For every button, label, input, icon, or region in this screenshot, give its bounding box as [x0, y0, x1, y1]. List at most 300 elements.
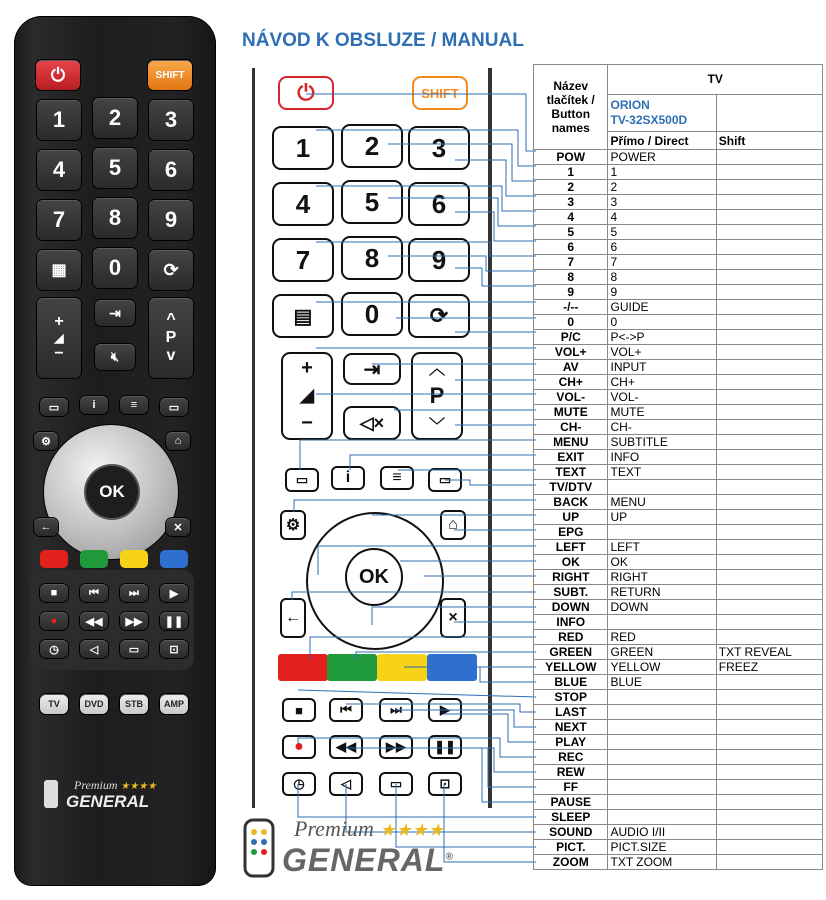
table-row [534, 360, 823, 375]
direct-function-cell: 3 [608, 195, 716, 210]
button-name-cell: YELLOW [534, 660, 608, 675]
shift-function-cell [716, 780, 822, 795]
table-row [534, 855, 823, 870]
shift-function-cell [716, 300, 822, 315]
photo-key-7: 7 [37, 200, 81, 240]
direct-function-cell: GUIDE [608, 300, 716, 315]
drawing-mute-key [343, 406, 401, 440]
button-mapping-table [533, 64, 823, 870]
table-row [534, 225, 823, 240]
clock-icon: ◷ [49, 643, 59, 656]
clock-icon: ◷ [293, 776, 305, 791]
table-row [534, 720, 823, 735]
header-direct: Přímo / Direct [608, 132, 716, 150]
subtitle-icon: ▭ [48, 401, 60, 414]
photo-stop-key [40, 584, 68, 602]
drawing-back-key [280, 598, 306, 638]
photo-key-6: 6 [149, 150, 193, 190]
photo-home-key [166, 432, 190, 450]
drawing-exit-key [440, 598, 466, 638]
shift-function-cell [716, 255, 822, 270]
table-row [534, 765, 823, 780]
table-row [534, 615, 823, 630]
button-name-cell: 3 [534, 195, 608, 210]
button-name-cell: 0 [534, 315, 608, 330]
drawing-yellow-key [377, 654, 427, 681]
zoom-icon: ⊡ [169, 643, 179, 656]
shift-function-cell [716, 735, 822, 750]
direct-function-cell: VOL+ [608, 345, 716, 360]
shift-function-cell [716, 810, 822, 825]
drawing-vol-minus: − [301, 412, 313, 435]
direct-function-cell: SUBTITLE [608, 435, 716, 450]
remote-logo-icon [242, 818, 276, 878]
direct-function-cell [608, 735, 716, 750]
power-icon: ⏻ [297, 80, 315, 105]
fast-forward-icon: ▶▶ [125, 615, 143, 628]
model-empty-cell [716, 94, 822, 131]
direct-function-cell: LEFT [608, 540, 716, 555]
drawing-key-7: 7 [272, 238, 334, 282]
photo-key-4: 4 [37, 150, 81, 190]
photo-swap-key [149, 250, 193, 290]
shift-function-cell [716, 540, 822, 555]
table-row [534, 315, 823, 330]
photo-vol-plus: + [54, 313, 64, 330]
drawing-green-key [327, 654, 377, 681]
brand-premium: Premium ★★★★ [294, 816, 444, 841]
table-row [534, 375, 823, 390]
direct-function-cell [608, 795, 716, 810]
shift-function-cell [716, 390, 822, 405]
table-row [534, 780, 823, 795]
shift-function-cell [716, 435, 822, 450]
photo-key-1: 1 [37, 100, 81, 140]
direct-function-cell: RETURN [608, 585, 716, 600]
photo-key-8: 8 [93, 198, 137, 238]
photo-zoom-key [160, 640, 188, 658]
shift-function-cell: FREEZ [716, 660, 822, 675]
table-row [534, 240, 823, 255]
back-arrow-icon: ← [40, 521, 52, 533]
button-name-cell: GREEN [534, 645, 608, 660]
button-name-cell: FF [534, 780, 608, 795]
shift-function-cell [716, 525, 822, 540]
drawing-volume-rocker [281, 352, 333, 440]
model-brand: ORION [610, 97, 650, 112]
direct-function-cell: 6 [608, 240, 716, 255]
chevron-down-icon: ﹀ [428, 418, 445, 435]
shift-function-cell [716, 420, 822, 435]
drawing-guide-key [272, 294, 334, 338]
shift-function-cell [716, 825, 822, 840]
shift-function-cell [716, 195, 822, 210]
drawing-ch-p: P [429, 383, 445, 408]
pause-icon: ❚❚ [434, 739, 456, 754]
direct-function-cell [608, 780, 716, 795]
photo-brand-general: GENERAL [66, 792, 150, 811]
table-row [534, 600, 823, 615]
chevron-up-icon: ︿ [428, 361, 445, 378]
skip-back-icon: ⏮ [89, 586, 99, 599]
fast-forward-icon: ▶▶ [386, 739, 406, 754]
direct-function-cell: BLUE [608, 675, 716, 690]
photo-guide-key [37, 250, 81, 290]
photo-mute-key [95, 344, 135, 370]
drawing-rec-key [282, 735, 316, 759]
input-icon: ⇥ [109, 304, 121, 321]
shift-function-cell [716, 225, 822, 240]
shift-function-cell: TXT REVEAL [716, 645, 822, 660]
table-row [534, 330, 823, 345]
drawing-swap-key [408, 294, 470, 338]
shift-function-cell [716, 210, 822, 225]
drawing-power-button [278, 76, 334, 110]
table-row [534, 195, 823, 210]
shift-function-cell [716, 750, 822, 765]
table-row [534, 555, 823, 570]
button-name-cell: ZOOM [534, 855, 608, 870]
photo-power-button [36, 60, 80, 90]
direct-function-cell: AUDIO I/II [608, 825, 716, 840]
shift-function-cell [716, 480, 822, 495]
button-name-cell: SLEEP [534, 810, 608, 825]
button-name-cell: LAST [534, 705, 608, 720]
direct-function-cell: DOWN [608, 600, 716, 615]
photo-red-key [40, 550, 68, 568]
shift-function-cell [716, 345, 822, 360]
table-row [534, 345, 823, 360]
button-name-cell: CH+ [534, 375, 608, 390]
shift-function-cell [716, 705, 822, 720]
shift-function-cell [716, 285, 822, 300]
chevron-up-icon: ^ [166, 311, 176, 328]
model-number: TV-32SX500D [610, 112, 688, 127]
drawing-red-key [278, 654, 328, 681]
photo-key-5: 5 [93, 148, 137, 188]
drawing-gear-key [280, 510, 306, 540]
button-name-cell: TV/DTV [534, 480, 608, 495]
button-name-cell: 5 [534, 225, 608, 240]
table-row [534, 585, 823, 600]
home-icon: ⌂ [448, 516, 458, 533]
list-icon: ≡ [130, 399, 138, 411]
button-name-cell: EPG [534, 525, 608, 540]
button-name-cell: DOWN [534, 600, 608, 615]
table-row [534, 465, 823, 480]
direct-function-cell: MUTE [608, 405, 716, 420]
shift-function-cell [716, 585, 822, 600]
direct-function-cell [608, 480, 716, 495]
button-name-cell: PAUSE [534, 795, 608, 810]
drawing-key-5: 5 [341, 180, 403, 224]
direct-function-cell [608, 720, 716, 735]
record-icon: ● [294, 738, 304, 755]
drawing-key-4: 4 [272, 182, 334, 226]
table-row [534, 480, 823, 495]
button-name-cell: 2 [534, 180, 608, 195]
skip-forward-icon: ⏭ [390, 702, 402, 717]
button-name-cell: UP [534, 510, 608, 525]
direct-function-cell [608, 525, 716, 540]
button-name-cell: RED [534, 630, 608, 645]
play-icon: ▶ [169, 587, 179, 600]
drawing-stop-key [282, 698, 316, 722]
button-name-cell: BLUE [534, 675, 608, 690]
photo-exit-key [166, 518, 190, 536]
record-icon: ● [50, 615, 58, 627]
table-row [534, 270, 823, 285]
drawing-ok-button: OK [345, 548, 403, 606]
direct-function-cell [608, 615, 716, 630]
drawing-zoom-key [428, 772, 462, 796]
shift-function-cell [716, 720, 822, 735]
power-icon: ⏻ [50, 64, 66, 85]
button-name-cell: POW [534, 150, 608, 165]
back-arrow-icon: ← [285, 609, 301, 626]
drawing-right-rail [488, 68, 492, 808]
shift-function-cell [716, 375, 822, 390]
stop-icon: ■ [295, 702, 303, 718]
button-name-cell: TEXT [534, 465, 608, 480]
brand-general: GENERAL® [282, 842, 454, 878]
direct-function-cell [608, 705, 716, 720]
button-name-cell: 1 [534, 165, 608, 180]
direct-function-cell: PICT.SIZE [608, 840, 716, 855]
button-name-cell: -/-- [534, 300, 608, 315]
header-shift: Shift [716, 132, 822, 150]
page-title: NÁVOD K OBSLUZE / MANUAL [242, 30, 524, 51]
model-cell [608, 94, 716, 131]
header-device: TV [608, 65, 823, 95]
photo-ok-button: OK [86, 466, 138, 518]
table-row [534, 180, 823, 195]
button-name-cell: OK [534, 555, 608, 570]
photo-ch-p: P [165, 329, 177, 346]
photo-last-key [80, 584, 108, 602]
shift-function-cell [716, 600, 822, 615]
header-button-names: Název tlačítek / Button names [534, 65, 608, 150]
direct-function-cell: RIGHT [608, 570, 716, 585]
drawing-pause-key [428, 735, 462, 759]
direct-function-cell: RED [608, 630, 716, 645]
direct-function-cell: P<->P [608, 330, 716, 345]
shift-function-cell [716, 675, 822, 690]
close-icon: ✕ [173, 521, 183, 534]
photo-subtitle-key [40, 398, 68, 416]
skip-forward-icon: ⏭ [129, 586, 139, 599]
volume-wedge-icon: ◢ [54, 331, 64, 345]
shift-function-cell [716, 855, 822, 870]
shift-function-cell [716, 465, 822, 480]
table-row [534, 390, 823, 405]
photo-source-tv: TV [40, 694, 68, 714]
table-row [534, 255, 823, 270]
drawing-info-key: i [331, 466, 365, 490]
photo-yellow-key [120, 550, 148, 568]
photo-source-amp: AMP [160, 694, 188, 714]
direct-function-cell: 7 [608, 255, 716, 270]
direct-function-cell: 4 [608, 210, 716, 225]
table-row [534, 690, 823, 705]
drawing-home-key [440, 510, 466, 540]
brand-stars: ★★★★ [379, 820, 444, 840]
table-row [534, 810, 823, 825]
photo-key-0: 0 [93, 248, 137, 288]
direct-function-cell: TEXT [608, 465, 716, 480]
table-row [534, 495, 823, 510]
button-name-cell: NEXT [534, 720, 608, 735]
drawing-play-key [428, 698, 462, 722]
direct-function-cell [608, 750, 716, 765]
table-row [534, 630, 823, 645]
direct-function-cell: UP [608, 510, 716, 525]
remote-logo-icon [44, 780, 58, 808]
photo-brand-premium: Premium ★★★★ [74, 778, 157, 792]
pause-icon: ❚❚ [164, 615, 184, 628]
drawing-key-3: 3 [408, 126, 470, 170]
direct-function-cell: YELLOW [608, 660, 716, 675]
button-name-cell: REW [534, 765, 608, 780]
mute-icon: ◁× [359, 412, 385, 433]
screen-icon: ▭ [168, 401, 180, 414]
button-name-cell: EXIT [534, 450, 608, 465]
shift-function-cell [716, 270, 822, 285]
direct-function-cell [608, 765, 716, 780]
photo-sleep-key [40, 640, 68, 658]
shift-function-cell [716, 315, 822, 330]
gear-icon: ⚙ [285, 517, 301, 534]
table-row [534, 795, 823, 810]
shift-function-cell [716, 150, 822, 165]
table-row [534, 675, 823, 690]
photo-key-3: 3 [149, 100, 193, 140]
grid-icon: ▤ [293, 305, 313, 328]
button-name-cell: LEFT [534, 540, 608, 555]
shift-function-cell [716, 330, 822, 345]
subtitle-icon: ▭ [295, 472, 309, 487]
speaker-icon: ◁ [341, 776, 351, 791]
shift-function-cell [716, 510, 822, 525]
table-header-row [534, 65, 823, 95]
shift-function-cell [716, 495, 822, 510]
photo-pict-key [120, 640, 148, 658]
button-name-cell: 8 [534, 270, 608, 285]
table-row [534, 645, 823, 660]
shift-function-cell [716, 555, 822, 570]
photo-channel-rocker [149, 298, 193, 378]
table-row [534, 825, 823, 840]
play-icon: ▶ [440, 702, 450, 717]
button-name-cell: VOL- [534, 390, 608, 405]
drawing-key-9: 9 [408, 238, 470, 282]
table-row [534, 540, 823, 555]
shift-function-cell [716, 450, 822, 465]
table-row [534, 165, 823, 180]
photo-gear-key [34, 432, 58, 450]
table-row [534, 525, 823, 540]
mute-icon: 🔇︎ [110, 349, 120, 364]
drawing-blue-key [427, 654, 477, 681]
photo-blue-key [160, 550, 188, 568]
gear-icon: ⚙ [41, 435, 51, 448]
registered-mark: ® [445, 851, 454, 863]
drawing-shift-button: SHIFT [412, 76, 468, 110]
shift-function-cell [716, 570, 822, 585]
drawing-key-2: 2 [341, 124, 403, 168]
table-row [534, 420, 823, 435]
photo-shift-button: SHIFT [148, 60, 192, 90]
photo-green-key [80, 550, 108, 568]
direct-function-cell: 9 [608, 285, 716, 300]
rewind-icon: ◀◀ [85, 615, 103, 628]
table-row [534, 435, 823, 450]
skip-back-icon: ⏮ [340, 702, 352, 717]
drawing-input-key [343, 353, 401, 385]
drawing-pict-key [379, 772, 413, 796]
drawing-key-8: 8 [341, 236, 403, 280]
button-name-cell: RIGHT [534, 570, 608, 585]
table-row [534, 210, 823, 225]
table-row [534, 510, 823, 525]
direct-function-cell: POWER [608, 150, 716, 165]
cycle-icon: ⟳ [429, 303, 449, 328]
button-name-cell: INFO [534, 615, 608, 630]
volume-wedge-icon: ◢ [300, 385, 314, 406]
photo-key-2: 2 [93, 98, 137, 138]
direct-function-cell: INFO [608, 450, 716, 465]
photo-pause-key [160, 612, 188, 630]
direct-function-cell: TXT ZOOM [608, 855, 716, 870]
photo-play-key [160, 584, 188, 602]
drawing-tv-key [428, 468, 462, 492]
direct-function-cell: 5 [608, 225, 716, 240]
stop-icon: ■ [50, 587, 58, 599]
shift-function-cell [716, 840, 822, 855]
photo-vol-minus: − [54, 345, 64, 362]
button-name-cell: BACK [534, 495, 608, 510]
photo-sound-key [80, 640, 108, 658]
table-row [534, 300, 823, 315]
drawing-sleep-key [282, 772, 316, 796]
button-name-cell: 6 [534, 240, 608, 255]
rewind-icon: ◀◀ [336, 739, 356, 754]
drawing-channel-rocker [411, 352, 463, 440]
photo-source-dvd: DVD [80, 694, 108, 714]
button-name-cell: MENU [534, 435, 608, 450]
direct-function-cell: 1 [608, 165, 716, 180]
button-name-cell: SOUND [534, 825, 608, 840]
shift-function-cell [716, 630, 822, 645]
drawing-vol-plus: + [301, 356, 313, 379]
table-row [534, 660, 823, 675]
direct-function-cell: MENU [608, 495, 716, 510]
button-name-cell: MUTE [534, 405, 608, 420]
photo-info-key: i [80, 396, 108, 414]
button-name-cell: 7 [534, 255, 608, 270]
photo-back-key [34, 518, 58, 536]
photo-tv-key [160, 398, 188, 416]
shift-function-cell [716, 405, 822, 420]
drawing-ff-key [379, 735, 413, 759]
button-name-cell: PLAY [534, 735, 608, 750]
drawing-next-key [379, 698, 413, 722]
direct-function-cell: 2 [608, 180, 716, 195]
button-name-cell: STOP [534, 690, 608, 705]
close-icon: × [448, 609, 458, 626]
photo-input-key [95, 300, 135, 326]
direct-function-cell: 8 [608, 270, 716, 285]
